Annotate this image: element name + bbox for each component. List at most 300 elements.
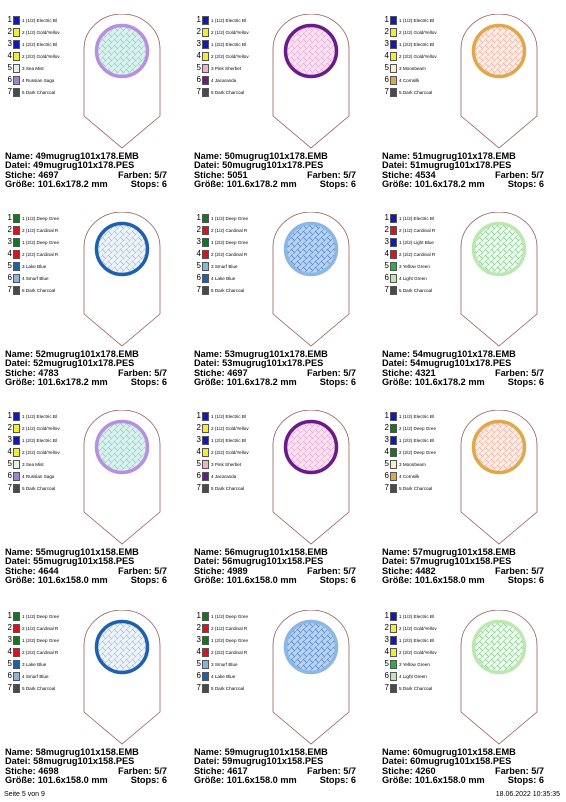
legend-step-number: 3 (384, 435, 389, 444)
colors-value: 5/7 (154, 765, 167, 776)
design-size: 101.6x158.0 mm (37, 575, 108, 586)
design-info (5, 548, 187, 586)
legend-step-number: 6 (7, 471, 12, 480)
stops-value: 6 (350, 377, 356, 388)
stop-count (131, 576, 167, 585)
colors-label: Farben: (117, 169, 152, 180)
thread-name: 5 Dark Charcoal (211, 685, 245, 691)
file-label: Datei: (194, 160, 220, 171)
color-swatch (202, 28, 209, 37)
color-swatch (13, 672, 20, 681)
color-swatch (202, 624, 209, 633)
colors-value: 5/7 (343, 169, 356, 180)
legend-row (382, 446, 462, 458)
thread-name: 3 Smurf Blue (211, 263, 238, 269)
thread-name: 1 (2/2) Deep Gree (211, 239, 249, 245)
size-label: Größe: (194, 179, 225, 190)
colors-label: Farben: (306, 367, 341, 378)
legend-step-number: 7 (384, 683, 389, 692)
thread-name: 1 (1/2) Deep Gree (22, 215, 60, 221)
info-row (5, 180, 187, 189)
colors-value: 5/7 (154, 565, 167, 576)
legend-step-number: 5 (384, 659, 389, 668)
thread-color-legend (5, 14, 85, 98)
thread-name: 4 Russian Saga (22, 473, 55, 479)
stitch-count: 4783 (38, 367, 59, 378)
legend-step-number: 5 (384, 261, 389, 270)
stitches-label: Stiche: (5, 565, 36, 576)
file-label: Datei: (194, 556, 220, 567)
thread-name: 2 (1/2) Cardinal R (211, 625, 248, 631)
color-swatch (13, 28, 20, 37)
colors-value: 5/7 (343, 367, 356, 378)
stops-label: Stops: (507, 179, 537, 190)
color-swatch (202, 238, 209, 247)
legend-row (194, 236, 274, 248)
design-card (5, 410, 187, 602)
stops-label: Stops: (130, 377, 160, 388)
thread-name: 4 Cornsilk (399, 473, 420, 479)
legend-step-number: 4 (384, 51, 389, 60)
legend-row (5, 658, 85, 670)
size-label: Größe: (382, 575, 413, 586)
legend-row (194, 634, 274, 646)
stops-value: 6 (350, 575, 356, 586)
legend-row (194, 14, 274, 26)
size-label: Größe: (194, 775, 225, 786)
legend-row (5, 14, 85, 26)
thread-name: 5 Dark Charcoal (399, 485, 433, 491)
design-preview (272, 410, 350, 545)
legend-step-number: 7 (196, 483, 201, 492)
thread-name: 2 (2/2) Cardinal R (399, 251, 436, 257)
page-number: Seite 5 von 9 (4, 791, 45, 798)
name-label: Name: (194, 349, 223, 359)
stops-label: Stops: (319, 377, 349, 388)
colors-value: 5/7 (531, 765, 544, 776)
legend-row (5, 50, 85, 62)
color-swatch (13, 88, 20, 97)
size-label: Größe: (5, 377, 36, 388)
design-preview (83, 410, 161, 545)
legend-step-number: 5 (384, 63, 389, 72)
color-swatch (202, 76, 209, 85)
thread-name: 4 Jacaranda (211, 77, 237, 83)
colors-value: 5/7 (154, 169, 167, 180)
color-swatch (13, 76, 20, 85)
legend-step-number: 5 (196, 261, 201, 270)
color-swatch (13, 648, 20, 657)
thread-name: 2 (2/2) Cardinal R (22, 251, 59, 257)
file-label: Datei: (194, 358, 220, 369)
stitches-label: Stiche: (5, 367, 36, 378)
legend-step-number: 5 (7, 659, 12, 668)
legend-row (382, 86, 462, 98)
thread-name: 2 (2/2) Gold/Yellov (211, 449, 249, 455)
stops-value: 6 (538, 377, 544, 388)
legend-step-number: 3 (7, 237, 12, 246)
legend-step-number: 4 (7, 647, 12, 656)
thread-name: 2 (2/2) Gold/Yellov (22, 53, 60, 59)
legend-row (5, 646, 85, 658)
legend-step-number: 7 (196, 683, 201, 692)
legend-row (194, 410, 274, 422)
thread-color-legend (194, 14, 274, 98)
thread-name: 4 Lake Blue (211, 275, 236, 281)
name-label: Name: (194, 151, 223, 161)
thread-color-legend (382, 410, 462, 494)
legend-row (194, 212, 274, 224)
thread-name: 4 Smurf Blue (22, 673, 49, 679)
color-swatch (13, 286, 20, 295)
thread-name: 2 (2/2) Gold/Yellov (22, 449, 60, 455)
legend-row (5, 86, 85, 98)
design-card (194, 212, 376, 404)
color-swatch (202, 472, 209, 481)
file-label: Datei: (5, 160, 31, 171)
stitch-count: 4644 (38, 565, 59, 576)
legend-step-number: 7 (7, 683, 12, 692)
colors-label: Farben: (306, 565, 341, 576)
thread-name: 1 (1/2) Deep Gree (22, 613, 60, 619)
thread-name: 1 (1/2) Electric Bl (399, 215, 434, 221)
color-swatch (390, 472, 397, 481)
stops-label: Stops: (507, 575, 537, 586)
design-preview (83, 610, 161, 745)
thread-name: 2 (1/2) Cardinal R (22, 227, 59, 233)
design-preview (272, 610, 350, 745)
design-name: 49mugrug101x178.EMB (35, 151, 139, 161)
legend-step-number: 7 (384, 285, 389, 294)
color-swatch (202, 52, 209, 61)
legend-row (382, 272, 462, 284)
legend-row (382, 658, 462, 670)
design-info (5, 350, 187, 388)
stops-label: Stops: (319, 575, 349, 586)
legend-row (382, 682, 462, 694)
legend-row (194, 446, 274, 458)
colors-value: 5/7 (531, 169, 544, 180)
legend-step-number: 3 (196, 39, 201, 48)
stops-value: 6 (350, 775, 356, 786)
legend-step-number: 4 (196, 447, 201, 456)
legend-row (5, 38, 85, 50)
colors-value: 5/7 (154, 367, 167, 378)
design-name: 52mugrug101x178.EMB (35, 349, 139, 359)
legend-step-number: 5 (196, 63, 201, 72)
legend-step-number: 4 (196, 249, 201, 258)
color-swatch (13, 16, 20, 25)
thread-name: 1 (2/2) Light Blue (399, 239, 434, 245)
legend-row (194, 272, 274, 284)
thread-name: 3 Moonbeam (399, 461, 426, 467)
legend-step-number: 6 (384, 273, 389, 282)
thread-name: 1 (1/2) Electric Bl (22, 17, 57, 23)
thread-color-legend (5, 212, 85, 296)
legend-row (382, 260, 462, 272)
color-swatch (13, 226, 20, 235)
legend-row (5, 212, 85, 224)
design-file: 56mugrug101x158.PES (222, 556, 324, 567)
legend-row (382, 74, 462, 86)
legend-step-number: 6 (7, 273, 12, 282)
file-label: Datei: (5, 358, 31, 369)
file-label: Datei: (382, 358, 408, 369)
info-row (382, 776, 564, 785)
thread-name: 2 (1/2) Gold/Yellov (211, 29, 249, 35)
stop-count (508, 776, 544, 785)
thread-color-legend (194, 410, 274, 494)
stops-label: Stops: (319, 775, 349, 786)
legend-step-number: 2 (196, 27, 201, 36)
color-swatch (390, 52, 397, 61)
design-size: 101.6x158.0 mm (37, 775, 108, 786)
thread-name: 3 Yellow Green (399, 661, 430, 667)
thread-name: 3 Lake Blue (22, 661, 47, 667)
thread-name: 3 Sea Mist (22, 461, 44, 467)
stop-count (131, 180, 167, 189)
legend-step-number: 1 (384, 15, 389, 24)
color-swatch (13, 274, 20, 283)
design-preview (460, 410, 538, 545)
color-swatch (13, 460, 20, 469)
legend-row (5, 434, 85, 446)
stops-value: 6 (161, 377, 167, 388)
legend-row (194, 260, 274, 272)
design-card (382, 610, 564, 802)
color-swatch (390, 684, 397, 693)
colors-label: Farben: (494, 367, 529, 378)
color-swatch (13, 238, 20, 247)
color-swatch (13, 412, 20, 421)
design-info (194, 548, 376, 586)
thread-name: 2 (1/2) Gold/Yellov (399, 29, 437, 35)
design-size: 101.6x158.0 mm (226, 575, 297, 586)
thread-name: 1 (1/2) Electric Bl (399, 17, 434, 23)
legend-step-number: 4 (7, 249, 12, 258)
design-name: 60mugrug101x158.EMB (412, 747, 516, 757)
colors-label: Farben: (117, 367, 152, 378)
name-label: Name: (5, 151, 34, 161)
legend-step-number: 4 (7, 51, 12, 60)
design-name: 53mugrug101x178.EMB (224, 349, 328, 359)
legend-step-number: 3 (384, 635, 389, 644)
thread-name: 2 (2/2) Cardinal R (211, 649, 248, 655)
design-preview (83, 14, 161, 149)
legend-row (5, 236, 85, 248)
thread-name: 1 (1/2) Electric Bl (399, 613, 434, 619)
color-swatch (202, 660, 209, 669)
thread-name: 3 Lake Blue (22, 263, 47, 269)
name-label: Name: (5, 747, 34, 757)
stops-value: 6 (161, 179, 167, 190)
color-swatch (390, 648, 397, 657)
legend-row (382, 236, 462, 248)
legend-row (5, 682, 85, 694)
thread-name: 2 (1/2) Cardinal R (211, 227, 248, 233)
legend-row (382, 26, 462, 38)
thread-name: 4 Smurf Blue (22, 275, 49, 281)
color-swatch (13, 436, 20, 445)
stop-count (320, 180, 356, 189)
file-label: Datei: (382, 756, 408, 767)
name-label: Name: (5, 349, 34, 359)
legend-step-number: 3 (196, 435, 201, 444)
legend-step-number: 6 (384, 75, 389, 84)
color-swatch (390, 436, 397, 445)
stitches-label: Stiche: (194, 565, 225, 576)
design-preview (272, 212, 350, 347)
design-size: 101.6x178.2 mm (414, 179, 485, 190)
thread-name: 5 Dark Charcoal (22, 685, 56, 691)
design-size: 101.6x158.0 mm (414, 775, 485, 786)
color-swatch (390, 612, 397, 621)
legend-step-number: 3 (384, 39, 389, 48)
thread-name: 5 Dark Charcoal (399, 685, 433, 691)
thread-name: 4 Russian Saga (22, 77, 55, 83)
stop-count (508, 576, 544, 585)
legend-step-number: 3 (7, 635, 12, 644)
stitch-count: 4321 (415, 367, 436, 378)
stitches-label: Stiche: (194, 169, 225, 180)
design-size: 101.6x178.2 mm (226, 377, 297, 388)
colors-label: Farben: (117, 765, 152, 776)
legend-step-number: 1 (7, 15, 12, 24)
legend-row (194, 422, 274, 434)
legend-step-number: 7 (7, 87, 12, 96)
colors-label: Farben: (494, 565, 529, 576)
info-row (382, 180, 564, 189)
design-name: 57mugrug101x158.EMB (412, 547, 516, 557)
legend-row (382, 50, 462, 62)
design-size: 101.6x158.0 mm (414, 575, 485, 586)
color-swatch (390, 250, 397, 259)
color-swatch (390, 412, 397, 421)
design-file: 50mugrug101x178.PES (222, 160, 324, 171)
thread-name: 4 Lake Blue (211, 673, 236, 679)
legend-row (194, 26, 274, 38)
thread-name: 1 (1/2) Electric Bl (211, 17, 246, 23)
file-label: Datei: (382, 556, 408, 567)
design-card (382, 14, 564, 206)
color-swatch (13, 612, 20, 621)
legend-row (382, 470, 462, 482)
color-swatch (202, 274, 209, 283)
legend-row (194, 50, 274, 62)
color-swatch (202, 40, 209, 49)
legend-step-number: 2 (384, 225, 389, 234)
color-swatch (13, 684, 20, 693)
color-swatch (390, 262, 397, 271)
size-label: Größe: (382, 179, 413, 190)
design-card (5, 14, 187, 206)
color-swatch (13, 214, 20, 223)
thread-name: 3 Pink Sherbet (211, 461, 242, 467)
design-name: 59mugrug101x158.EMB (224, 747, 328, 757)
design-name: 58mugrug101x158.EMB (35, 747, 139, 757)
stitch-count: 4260 (415, 765, 436, 776)
legend-row (194, 38, 274, 50)
color-swatch (202, 214, 209, 223)
thread-name: 1 (2/2) Electric Bl (22, 41, 57, 47)
color-swatch (202, 648, 209, 657)
color-swatch (390, 448, 397, 457)
legend-step-number: 4 (7, 447, 12, 456)
info-row (382, 576, 564, 585)
legend-step-number: 3 (196, 635, 201, 644)
color-swatch (390, 226, 397, 235)
design-file: 52mugrug101x178.PES (33, 358, 135, 369)
legend-step-number: 1 (7, 213, 12, 222)
legend-row (194, 646, 274, 658)
legend-row (5, 260, 85, 272)
stitches-label: Stiche: (5, 169, 36, 180)
legend-row (194, 682, 274, 694)
thread-name: 1 (2/2) Electric Bl (211, 41, 246, 47)
legend-row (382, 248, 462, 260)
legend-row (382, 434, 462, 446)
design-name: 50mugrug101x178.EMB (224, 151, 328, 161)
thread-name: 5 Dark Charcoal (211, 89, 245, 95)
design-card (5, 610, 187, 802)
color-swatch (390, 238, 397, 247)
thread-name: 5 Dark Charcoal (211, 287, 245, 293)
color-swatch (390, 64, 397, 73)
legend-row (5, 284, 85, 296)
size-label: Größe: (382, 775, 413, 786)
legend-row (5, 422, 85, 434)
stitch-count: 4697 (227, 367, 248, 378)
legend-step-number: 6 (7, 671, 12, 680)
legend-step-number: 4 (196, 647, 201, 656)
legend-row (194, 284, 274, 296)
thread-name: 3 Smurf Blue (211, 661, 238, 667)
legend-step-number: 4 (384, 249, 389, 258)
thread-name: 3 Yellow Green (399, 263, 430, 269)
stitches-label: Stiche: (194, 367, 225, 378)
colors-label: Farben: (494, 169, 529, 180)
design-file: 59mugrug101x158.PES (222, 756, 324, 767)
color-swatch (13, 636, 20, 645)
legend-row (194, 62, 274, 74)
design-file: 49mugrug101x178.PES (33, 160, 135, 171)
color-swatch (13, 262, 20, 271)
legend-row (382, 14, 462, 26)
stitch-count: 5051 (227, 169, 248, 180)
legend-row (382, 622, 462, 634)
legend-row (194, 610, 274, 622)
legend-step-number: 5 (7, 459, 12, 468)
design-card (194, 14, 376, 206)
color-swatch (202, 612, 209, 621)
thread-name: 1 (1/2) Deep Gree (211, 613, 249, 619)
color-swatch (202, 448, 209, 457)
legend-step-number: 3 (7, 39, 12, 48)
color-swatch (13, 660, 20, 669)
legend-step-number: 5 (7, 261, 12, 270)
color-swatch (13, 484, 20, 493)
design-name: 54mugrug101x178.EMB (412, 349, 516, 359)
legend-step-number: 2 (7, 225, 12, 234)
thread-name: 1 (1/2) Electric Bl (22, 413, 57, 419)
legend-step-number: 7 (7, 285, 12, 294)
legend-row (194, 622, 274, 634)
color-swatch (390, 636, 397, 645)
design-info (382, 548, 564, 586)
thread-name: 1 (1/2) Electric Bl (399, 413, 434, 419)
stops-label: Stops: (130, 575, 160, 586)
color-swatch (390, 624, 397, 633)
